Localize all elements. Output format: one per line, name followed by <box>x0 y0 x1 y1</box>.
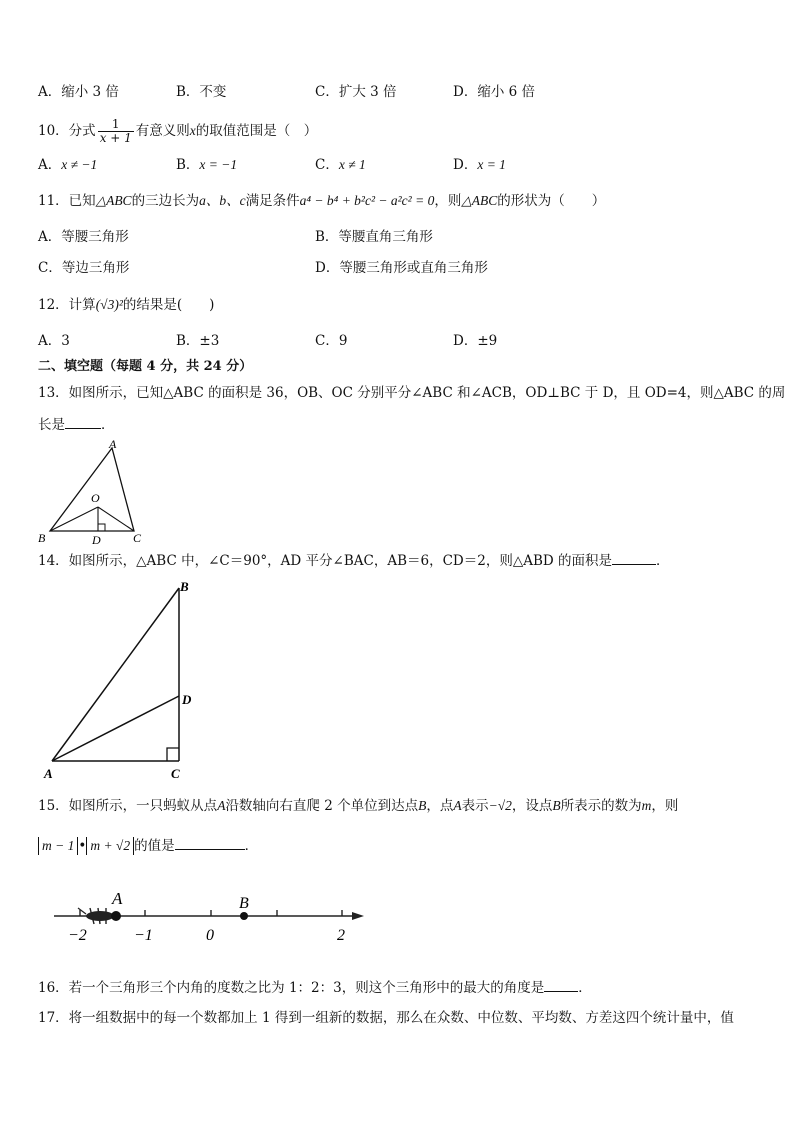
q14-right-angle-mark <box>167 748 179 761</box>
q15-var-m: m <box>641 798 652 813</box>
q11-equation: a⁴ − b⁴ + b²c² − a²c² = 0 <box>299 193 435 208</box>
q13-triangle-figure <box>36 438 156 546</box>
q15-point-b-2: B <box>552 798 561 813</box>
q15-point-b-dot <box>240 912 248 920</box>
q12-expression: (√3)² <box>95 297 123 312</box>
q15-abs-1: m − 1 <box>38 837 78 855</box>
q17-stem: 17．将一组数据中的每一个数都加上 1 得到一组新的数据，那么在众数、中位数、平均数、方差这四个统计量中，值 <box>38 1010 734 1026</box>
q11-option-b: B．等腰直角三角形 <box>315 229 433 245</box>
q15-text-g: ，则 <box>651 798 679 814</box>
q10-option-d-math: x = 1 <box>477 157 506 172</box>
q15-tick-label-neg1: −1 <box>134 927 153 944</box>
q11-option-c: C．等边三角形 <box>38 260 130 276</box>
q11-option-d: D．等腰三角形或直角三角形 <box>315 260 488 276</box>
q15-axis-label-b: B <box>239 895 249 912</box>
q16-text: 16．若一个三角形三个内角的度数之比为 1：2：3，则这个三角形中的最大的角度是 <box>38 980 545 996</box>
q11-text-c: ，则 <box>434 193 462 209</box>
q12-option-b: B．±3 <box>176 333 220 349</box>
q10-option-c <box>315 155 366 175</box>
q14-label-a: A <box>44 766 53 781</box>
q16-end: ． <box>578 980 592 996</box>
q15-line-2 <box>38 835 258 856</box>
q14-segment-ab <box>52 588 179 761</box>
q10-var: x <box>189 123 196 138</box>
q10-frac-den: x + 1 <box>99 131 132 145</box>
q14-label-d: D <box>182 692 192 707</box>
q11-sides: a、b、c <box>199 193 246 208</box>
q12-option-a: A．3 <box>38 333 70 349</box>
q14-triangle-figure <box>42 578 202 784</box>
q10-frac-num: 1 <box>98 118 134 132</box>
q10-fraction <box>98 118 134 145</box>
q16-stem <box>38 977 592 998</box>
q10-prefix: 10．分式 <box>38 123 96 139</box>
q15-tick-label-neg2: −2 <box>68 927 87 944</box>
q10-option-b <box>176 155 237 175</box>
q15-tick-label-0: 0 <box>206 927 214 944</box>
q13-right-angle-mark <box>98 524 105 531</box>
q9-option-d: D．缩小 6 倍 <box>453 84 535 100</box>
q15-line-2-end: ． <box>244 838 259 854</box>
q13-label-o: O <box>91 491 100 505</box>
q10-suffix-a: 有意义则 <box>135 123 190 139</box>
q15-dot: • <box>78 838 87 854</box>
q13-line-1: 13．如图所示，已知△ABC 的面积是 36，OB、OC 分别平分∠ABC 和∠ACB，OD⊥BC 于 D，且 OD=4，则△ABC 的周 <box>38 385 786 401</box>
q13-answer-blank <box>65 414 101 429</box>
q10-stem <box>38 118 317 145</box>
q14-label-c: C <box>171 766 180 781</box>
q15-point-b: B <box>418 798 427 813</box>
q13-line-2-end: ． <box>101 417 115 433</box>
q15-text-d: 表示 <box>461 798 489 814</box>
q13-line-2-text: 长是 <box>38 417 65 433</box>
q15-abs-2: m + √2 <box>86 837 134 855</box>
q11-triangle-2: △ABC <box>461 193 498 208</box>
q13-line-2 <box>38 414 115 435</box>
q15-text-e: ，设点 <box>511 798 553 814</box>
q12-stem <box>38 295 214 315</box>
q13-label-b: B <box>38 531 46 545</box>
q15-point-a: A <box>217 798 226 813</box>
q15-answer-blank <box>175 835 245 850</box>
q10-option-d <box>453 155 506 175</box>
q15-point-a-dot <box>111 911 121 921</box>
q15-number-line <box>48 884 368 944</box>
q13-triangle-abc <box>50 448 134 531</box>
q10-option-a-letter: A． <box>38 157 62 173</box>
q15-axis-label-a: A <box>112 889 123 908</box>
q10-option-a-math: x ≠ −1 <box>61 157 98 172</box>
q12-option-c: C．9 <box>315 333 348 349</box>
q14-label-b: B <box>180 579 189 594</box>
q10-option-a <box>38 155 97 175</box>
q12-option-d: D．±9 <box>453 333 498 349</box>
q14-text: 14．如图所示，△ABC 中，∠C＝90°，AD 平分∠BAC，AB＝6，CD＝2，则△ABD 的面积是 <box>38 553 613 569</box>
q11-text-b: 满足条件 <box>245 193 300 209</box>
q11-prefix: 11．已知 <box>38 193 96 209</box>
q13-segment-ob <box>50 507 98 531</box>
q16-answer-blank <box>544 977 578 992</box>
q11-stem <box>38 191 605 211</box>
q15-text-a: 15．如图所示，一只蚂蚁从点 <box>38 798 218 814</box>
q10-suffix-b: 的取值范围是（ ） <box>195 123 318 139</box>
q15-text-f: 所表示的数为 <box>560 798 642 814</box>
q14-segment-ad <box>52 696 179 761</box>
q9-option-b: B．不变 <box>176 84 227 100</box>
q14-answer-blank <box>612 550 656 565</box>
q10-option-c-math: x ≠ 1 <box>338 157 366 172</box>
q13-label-c: C <box>133 531 142 545</box>
q11-text-d: 的形状为（ ） <box>497 193 606 209</box>
q10-option-c-letter: C． <box>315 157 339 173</box>
q10-option-b-math: x = −1 <box>199 157 238 172</box>
q11-triangle: △ABC <box>95 193 132 208</box>
q14-end: ． <box>656 553 670 569</box>
q13-label-d: D <box>92 533 101 547</box>
q15-tick-label-2: 2 <box>337 927 345 944</box>
q15-line-1 <box>38 796 678 816</box>
q15-axis-arrow <box>352 912 364 920</box>
q15-text-b: 沿数轴向右直爬 2 个单位到达点 <box>225 798 419 814</box>
q15-neg-sqrt2: −√2 <box>488 798 512 813</box>
q15-line-2-text: 的值是 <box>134 838 175 854</box>
q15-text-c: ，点 <box>426 798 454 814</box>
q14-stem <box>38 550 670 571</box>
q10-option-b-letter: B． <box>176 157 200 173</box>
q10-option-d-letter: D． <box>453 157 478 173</box>
section-2-title: 二、填空题（每题 4 分，共 24 分） <box>38 359 253 374</box>
q12-prefix: 12．计算 <box>38 297 96 313</box>
q9-option-a: A．缩小 3 倍 <box>38 84 119 100</box>
q12-suffix: 的结果是( ) <box>122 297 215 313</box>
q11-text-a: 的三边长为 <box>131 193 200 209</box>
q13-label-a: A <box>109 437 117 451</box>
q9-option-c: C．扩大 3 倍 <box>315 84 397 100</box>
q11-option-a: A．等腰三角形 <box>38 229 129 245</box>
q15-point-a-2: A <box>453 798 462 813</box>
